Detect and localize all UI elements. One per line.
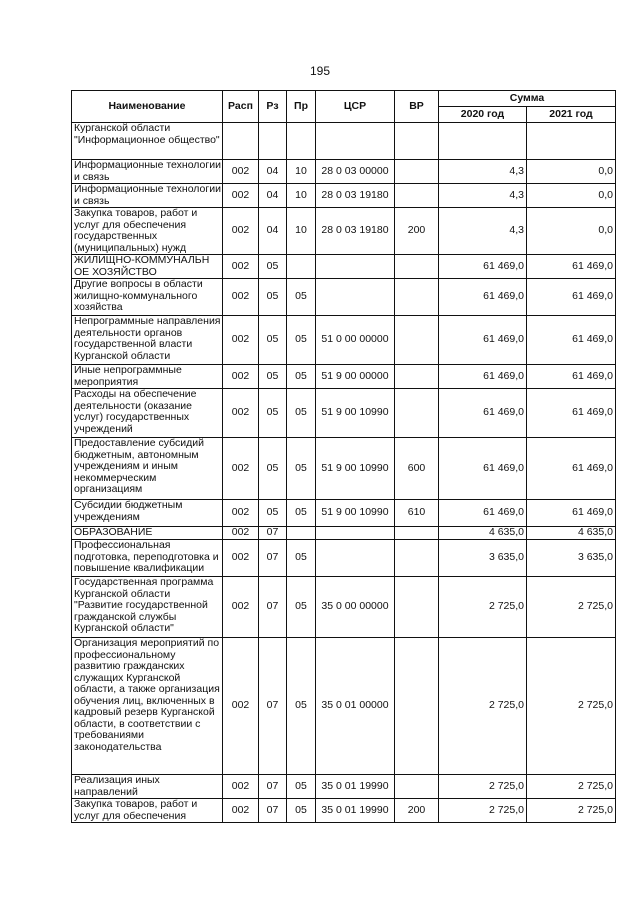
- cell-pr: [287, 527, 316, 540]
- cell-vr: [395, 775, 439, 799]
- cell-y2020: 61 469,0: [439, 255, 527, 279]
- cell-rasp: 002: [223, 799, 259, 823]
- cell-rasp: 002: [223, 527, 259, 540]
- cell-y2020: [439, 123, 527, 160]
- cell-y2020: 61 469,0: [439, 500, 527, 527]
- header-rz: Рз: [259, 91, 287, 123]
- cell-y2021: 61 469,0: [527, 389, 616, 438]
- page-number: 195: [309, 64, 331, 78]
- cell-rz: 05: [259, 255, 287, 279]
- cell-y2021: 2 725,0: [527, 775, 616, 799]
- cell-vr: [395, 160, 439, 184]
- cell-rz: 07: [259, 577, 287, 638]
- cell-csr: [316, 255, 395, 279]
- cell-name: Закупка товаров, работ и услуг для обеспечения: [72, 799, 223, 823]
- header-rasp: Расп: [223, 91, 259, 123]
- header-vr: ВР: [395, 91, 439, 123]
- table-row: [72, 389, 616, 438]
- cell-y2021: 2 725,0: [527, 638, 616, 775]
- cell-rasp: 002: [223, 577, 259, 638]
- table-row: [72, 799, 616, 823]
- cell-y2021: 0,0: [527, 160, 616, 184]
- cell-name: Субсидии бюджетным учреждениям: [72, 500, 223, 527]
- cell-csr: 51 9 00 10990: [316, 438, 395, 500]
- table-row: [72, 279, 616, 316]
- cell-pr: 05: [287, 577, 316, 638]
- cell-name: ОБРАЗОВАНИЕ: [72, 527, 223, 540]
- cell-csr: 28 0 03 00000: [316, 160, 395, 184]
- cell-name: Курганской области "Информационное общество": [72, 123, 223, 160]
- cell-pr: 05: [287, 279, 316, 316]
- cell-vr: [395, 255, 439, 279]
- cell-pr: 05: [287, 500, 316, 527]
- cell-csr: 35 0 01 19990: [316, 799, 395, 823]
- cell-vr: [395, 527, 439, 540]
- cell-rz: 05: [259, 365, 287, 389]
- header-2020: 2020 год: [439, 107, 527, 123]
- table-row: [72, 527, 616, 540]
- cell-rz: 05: [259, 279, 287, 316]
- cell-rasp: 002: [223, 316, 259, 365]
- cell-pr: 05: [287, 799, 316, 823]
- cell-y2020: 2 725,0: [439, 775, 527, 799]
- cell-pr: [287, 255, 316, 279]
- cell-name: Непрограммные направления деятельности органов государственной власти Курганской области: [72, 316, 223, 365]
- cell-vr: [395, 638, 439, 775]
- cell-pr: 05: [287, 365, 316, 389]
- cell-pr: 10: [287, 184, 316, 208]
- cell-vr: [395, 123, 439, 160]
- cell-pr: 10: [287, 208, 316, 255]
- cell-csr: 51 9 00 10990: [316, 389, 395, 438]
- cell-vr: [395, 540, 439, 577]
- table-row: [72, 365, 616, 389]
- cell-rz: 07: [259, 527, 287, 540]
- cell-y2021: 61 469,0: [527, 255, 616, 279]
- table-row: [72, 255, 616, 279]
- cell-vr: [395, 279, 439, 316]
- cell-pr: 05: [287, 316, 316, 365]
- header-row: [72, 91, 616, 107]
- table-row: [72, 540, 616, 577]
- cell-csr: 28 0 03 19180: [316, 208, 395, 255]
- cell-rasp: 002: [223, 184, 259, 208]
- cell-rz: 04: [259, 208, 287, 255]
- cell-rasp: [223, 123, 259, 160]
- cell-rasp: 002: [223, 389, 259, 438]
- cell-rasp: 002: [223, 540, 259, 577]
- cell-pr: 05: [287, 438, 316, 500]
- cell-csr: [316, 279, 395, 316]
- cell-vr: 200: [395, 799, 439, 823]
- cell-rz: 07: [259, 638, 287, 775]
- cell-rz: [259, 123, 287, 160]
- cell-vr: [395, 316, 439, 365]
- cell-rz: 05: [259, 438, 287, 500]
- cell-y2020: 4,3: [439, 184, 527, 208]
- cell-y2021: 0,0: [527, 184, 616, 208]
- cell-y2021: [527, 123, 616, 160]
- cell-csr: 51 0 00 00000: [316, 316, 395, 365]
- cell-y2020: 2 725,0: [439, 638, 527, 775]
- table-row: [72, 123, 616, 160]
- cell-rz: 05: [259, 316, 287, 365]
- cell-rz: 04: [259, 184, 287, 208]
- cell-vr: 610: [395, 500, 439, 527]
- cell-vr: [395, 577, 439, 638]
- cell-y2020: 2 725,0: [439, 799, 527, 823]
- cell-pr: 05: [287, 638, 316, 775]
- cell-rasp: 002: [223, 160, 259, 184]
- table-row: [72, 577, 616, 638]
- cell-y2020: 61 469,0: [439, 316, 527, 365]
- cell-vr: [395, 389, 439, 438]
- cell-rz: 07: [259, 540, 287, 577]
- cell-rz: 07: [259, 799, 287, 823]
- cell-name: Предоставление субсидий бюджетным, автономным учреждениям и иным некоммерческим организациям: [72, 438, 223, 500]
- cell-rasp: 002: [223, 279, 259, 316]
- cell-name: Расходы на обеспечение деятельности (оказание услуг) государственных учреждений: [72, 389, 223, 438]
- cell-rasp: 002: [223, 208, 259, 255]
- cell-csr: [316, 123, 395, 160]
- cell-y2021: 4 635,0: [527, 527, 616, 540]
- header-name: Наименование: [72, 91, 223, 123]
- cell-csr: 35 0 01 00000: [316, 638, 395, 775]
- cell-rz: 04: [259, 160, 287, 184]
- cell-y2021: 2 725,0: [527, 799, 616, 823]
- table-row: [72, 184, 616, 208]
- cell-y2021: 61 469,0: [527, 279, 616, 316]
- cell-rasp: 002: [223, 775, 259, 799]
- table-row: [72, 638, 616, 775]
- cell-pr: [287, 123, 316, 160]
- cell-vr: [395, 184, 439, 208]
- cell-name: Информационные технологии и связь: [72, 184, 223, 208]
- cell-rasp: 002: [223, 255, 259, 279]
- cell-name: Другие вопросы в области жилищно-коммунального хозяйства: [72, 279, 223, 316]
- cell-csr: [316, 540, 395, 577]
- header-pr: Пр: [287, 91, 316, 123]
- cell-rz: 07: [259, 775, 287, 799]
- table-row: [72, 438, 616, 500]
- cell-y2020: 4,3: [439, 208, 527, 255]
- cell-csr: 51 9 00 00000: [316, 365, 395, 389]
- cell-vr: [395, 365, 439, 389]
- cell-pr: 10: [287, 160, 316, 184]
- table-row: [72, 775, 616, 799]
- cell-rasp: 002: [223, 500, 259, 527]
- cell-y2020: 61 469,0: [439, 389, 527, 438]
- cell-rasp: 002: [223, 638, 259, 775]
- header-csr: ЦСР: [316, 91, 395, 123]
- cell-rasp: 002: [223, 365, 259, 389]
- cell-name: Иные непрограммные мероприятия: [72, 365, 223, 389]
- cell-name: Информационные технологии и связь: [72, 160, 223, 184]
- cell-y2021: 61 469,0: [527, 500, 616, 527]
- table-row: [72, 208, 616, 255]
- header-sum: Сумма: [439, 91, 616, 107]
- cell-csr: [316, 527, 395, 540]
- cell-y2021: 61 469,0: [527, 438, 616, 500]
- budget-table: [71, 90, 616, 823]
- cell-pr: 05: [287, 540, 316, 577]
- cell-y2021: 2 725,0: [527, 577, 616, 638]
- cell-y2020: 61 469,0: [439, 438, 527, 500]
- cell-csr: 35 0 00 00000: [316, 577, 395, 638]
- table-row: [72, 316, 616, 365]
- cell-pr: 05: [287, 389, 316, 438]
- header-2021: 2021 год: [527, 107, 616, 123]
- cell-y2021: 0,0: [527, 208, 616, 255]
- cell-rz: 05: [259, 500, 287, 527]
- table-row: [72, 500, 616, 527]
- cell-csr: 35 0 01 19990: [316, 775, 395, 799]
- cell-y2021: 3 635,0: [527, 540, 616, 577]
- cell-y2021: 61 469,0: [527, 365, 616, 389]
- cell-name: Организация мероприятий по профессиональному развитию гражданских служащих Курганской области, а также организация обучения лиц, включенных в кадровый резерв Курганской области, в соответствии с требованиями законодательства: [72, 638, 223, 775]
- cell-name: Профессиональная подготовка, переподготовка и повышение квалификации: [72, 540, 223, 577]
- cell-y2020: 2 725,0: [439, 577, 527, 638]
- cell-y2021: 61 469,0: [527, 316, 616, 365]
- cell-rasp: 002: [223, 438, 259, 500]
- cell-name: Закупка товаров, работ и услуг для обеспечения государственных (муниципальных) нужд: [72, 208, 223, 255]
- cell-rz: 05: [259, 389, 287, 438]
- cell-y2020: 4 635,0: [439, 527, 527, 540]
- cell-y2020: 61 469,0: [439, 279, 527, 316]
- cell-pr: 05: [287, 775, 316, 799]
- cell-y2020: 4,3: [439, 160, 527, 184]
- cell-name: ЖИЛИЩНО-КОММУНАЛЬН ОЕ ХОЗЯЙСТВО: [72, 255, 223, 279]
- table-row: [72, 160, 616, 184]
- cell-csr: 28 0 03 19180: [316, 184, 395, 208]
- cell-y2020: 3 635,0: [439, 540, 527, 577]
- cell-csr: 51 9 00 10990: [316, 500, 395, 527]
- cell-vr: 200: [395, 208, 439, 255]
- cell-y2020: 61 469,0: [439, 365, 527, 389]
- cell-name: Реализация иных направлений: [72, 775, 223, 799]
- cell-name: Государственная программа Курганской области "Развитие государственной гражданской службы Курганской области": [72, 577, 223, 638]
- cell-vr: 600: [395, 438, 439, 500]
- table-body: [72, 123, 616, 823]
